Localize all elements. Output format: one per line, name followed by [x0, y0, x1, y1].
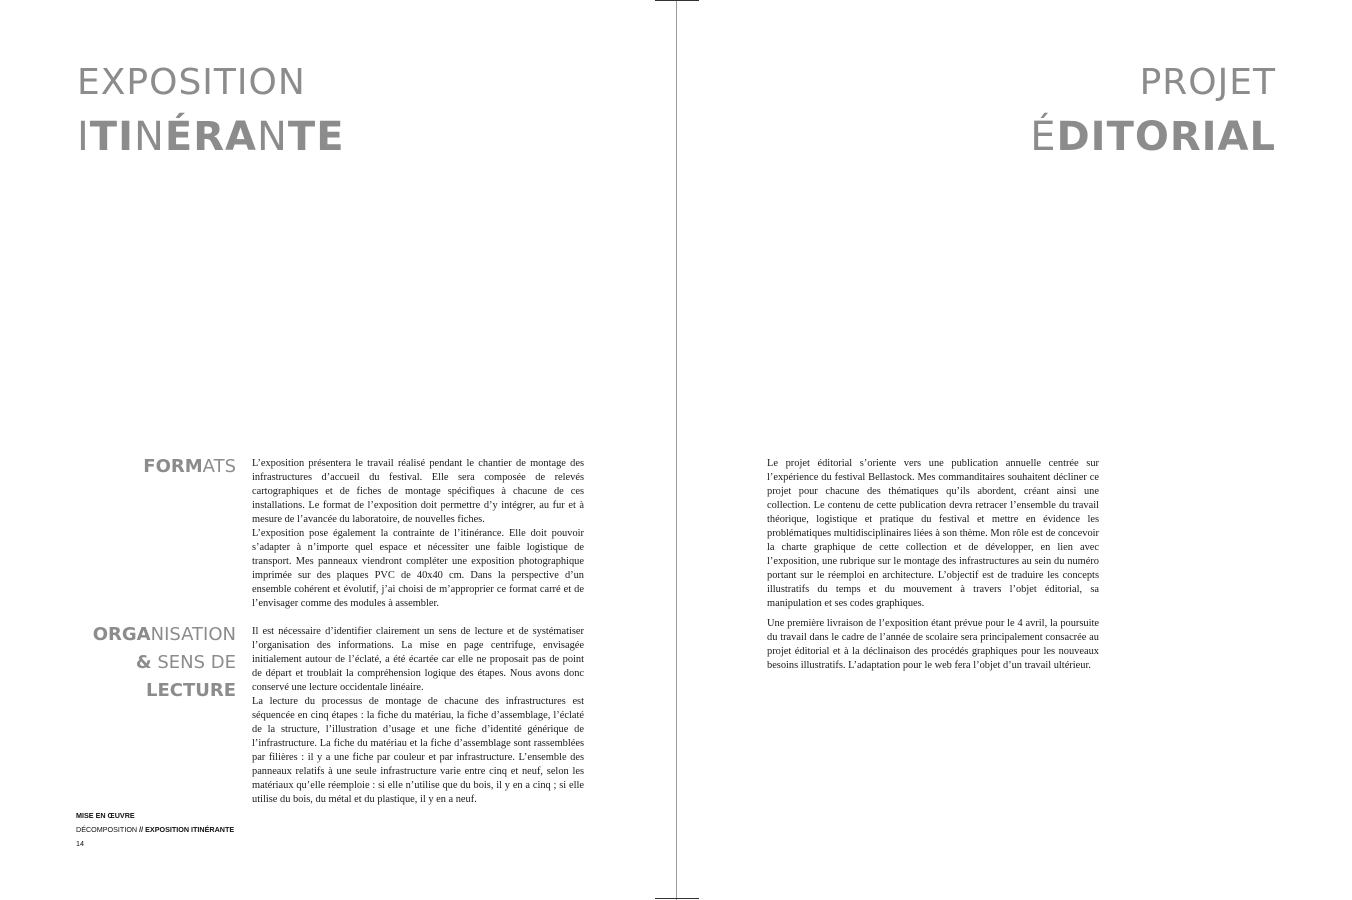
left-title-line1 [77, 62, 306, 103]
heading-org-line1 [93, 621, 236, 649]
left-title-part-d: ÉRA [164, 114, 257, 160]
footer-line1 [76, 811, 135, 820]
page-number-text: 14 [76, 839, 84, 848]
left-title-part-e: N [256, 114, 288, 160]
right-title-line2 [1030, 114, 1276, 160]
left-title-part-a: I [77, 114, 90, 160]
heading-formats-bold: FORM [143, 456, 203, 477]
formats-paragraph-1: L’exposition présentera le travail réalisé pendant le chantier de montage des infrastructures d’accueil du festival. Elle sera composée de relevés cartographiques et de fiches de montage spécifiques à chacune de ces installations. Le format de l’exposition doit permettre d’y intégrer, au fur et à mesure de l’avancée du laboratoire, de nouvelles fiches. [252, 458, 584, 525]
section-organisation-body [252, 625, 584, 807]
right-title-line1 [1140, 62, 1276, 103]
editorial-paragraph-1: Le projet éditorial s’oriente vers une publication annuelle centrée sur l’expérience du festival Bellastock. Mes commanditaires souhaitent décliner ce projet pour chacune des thématiques qu’ils abordent, créant ainsi une collection. Le contenu de cette publication devra retracer l’ensemble du travail théorique, logistique et pratique du festival et mettre en évidence les problématiques multidisciplinaires liées à son thème. Mon rôle est de concevoir la charte graphique de cette collection et de développer, en lien avec l’exposition, une rubrique sur le montage des infrastructures au sein du numéro portant sur le réemploi en architecture. L’objectif est de traduire les concepts illustratifs du temps et du mouvement à travers l’objet éditorial, sa manipulation et ses codes graphiques. [767, 458, 1099, 609]
editorial-body [767, 457, 1099, 673]
heading-amp: & [135, 652, 152, 673]
left-title-part-f: TE [287, 114, 345, 160]
heading-formats-light: ATS [202, 456, 236, 477]
page-number [76, 839, 84, 848]
editorial-paragraph-2: Une première livraison de l’exposition étant prévue pour le 4 avril, la poursuite du travail dans le cadre de l’année de scolaire sera principalement consacrée au projet éditorial et à la déclinaison des procédés graphiques pour les nouveaux besoins illustratifs. L’adaptation pour le web fera l’objet d’un travail ultérieur. [767, 618, 1099, 671]
right-title-line1-text: PROJET [1139, 62, 1276, 103]
footer-line2 [76, 825, 234, 834]
footer-chapter: DÉCOMPOSITION [76, 825, 138, 834]
formats-paragraph-2: L’exposition pose également la contrainte de l’itinérance. Elle doit pouvoir s’adapter à n’importe quel espace et nécessiter une faible logistique de transport. Mes panneaux viendront compléter une exposition photographique imprimée sur des plaques PVC de 40x40 cm. Dans la perspective d’un ensemble cohérent et évolutif, j’ai choisi de m’approprier ce format carré et de l’envisager comme des modules à assembler. [252, 528, 584, 609]
footer-section-label: MISE EN ŒUVRE [76, 811, 135, 820]
left-title-part-b: TI [89, 114, 134, 160]
footer-separator: // [137, 825, 146, 834]
footer-subchapter: EXPOSITION ITINÉRANTE [145, 825, 235, 834]
heading-org-line3 [93, 677, 236, 705]
right-title-part-b: DI [1056, 114, 1107, 160]
left-title-line1-text: EXPOSITION [77, 62, 306, 103]
heading-lecture: LECTURE [145, 680, 236, 701]
right-title-part-d: AL [1217, 114, 1276, 160]
page-gutter [676, 0, 677, 900]
right-title-part-c: TORI [1106, 114, 1218, 160]
heading-org-light: NISATION [150, 624, 236, 645]
heading-org-bold: ORGA [92, 624, 151, 645]
heading-sens-de: SENS DE [157, 652, 236, 673]
right-title-part-a: É [1030, 114, 1057, 160]
section-heading-formats [143, 453, 236, 481]
section-heading-organisation [93, 621, 236, 705]
left-title-part-c: N [133, 114, 165, 160]
left-title-line2 [77, 114, 345, 160]
organisation-paragraph-1: Il est nécessaire d’identifier clairement un sens de lecture et de systématiser l’organisation des informations. La mise en page centrifuge, envisagée initialement autour de l’éclaté, a été écartée car elle ne proposait pas de point de départ et troublait la compréhension logique des étapes. Nous avons donc conservé une lecture occidentale linéaire. [252, 626, 584, 693]
section-formats-body [252, 457, 584, 611]
crop-mark-bottom [655, 898, 699, 899]
heading-org-line2 [93, 649, 236, 677]
crop-mark-top [655, 0, 699, 1]
organisation-paragraph-2: La lecture du processus de montage de chacune des infrastructures est séquencée en cinq étapes : la fiche du matériau, la fiche d’assemblage, l’éclaté de la structure, l’illustration d’usage et une fiche d’identité générique de l’infrastructure. La fiche du matériau et la fiche d’assemblage sont rassemblées par filières : il y a une fiche par couleur et par infrastructure. L’ensemble des panneaux relatifs à une seule infrastructure varie entre cinq et neuf, selon les matériaux qu’elle réemploie : si elle n’utilise que du bois, il y en a cinq ; si elle utilise du bois, du métal et du plastique, il y en a neuf. [252, 696, 584, 805]
